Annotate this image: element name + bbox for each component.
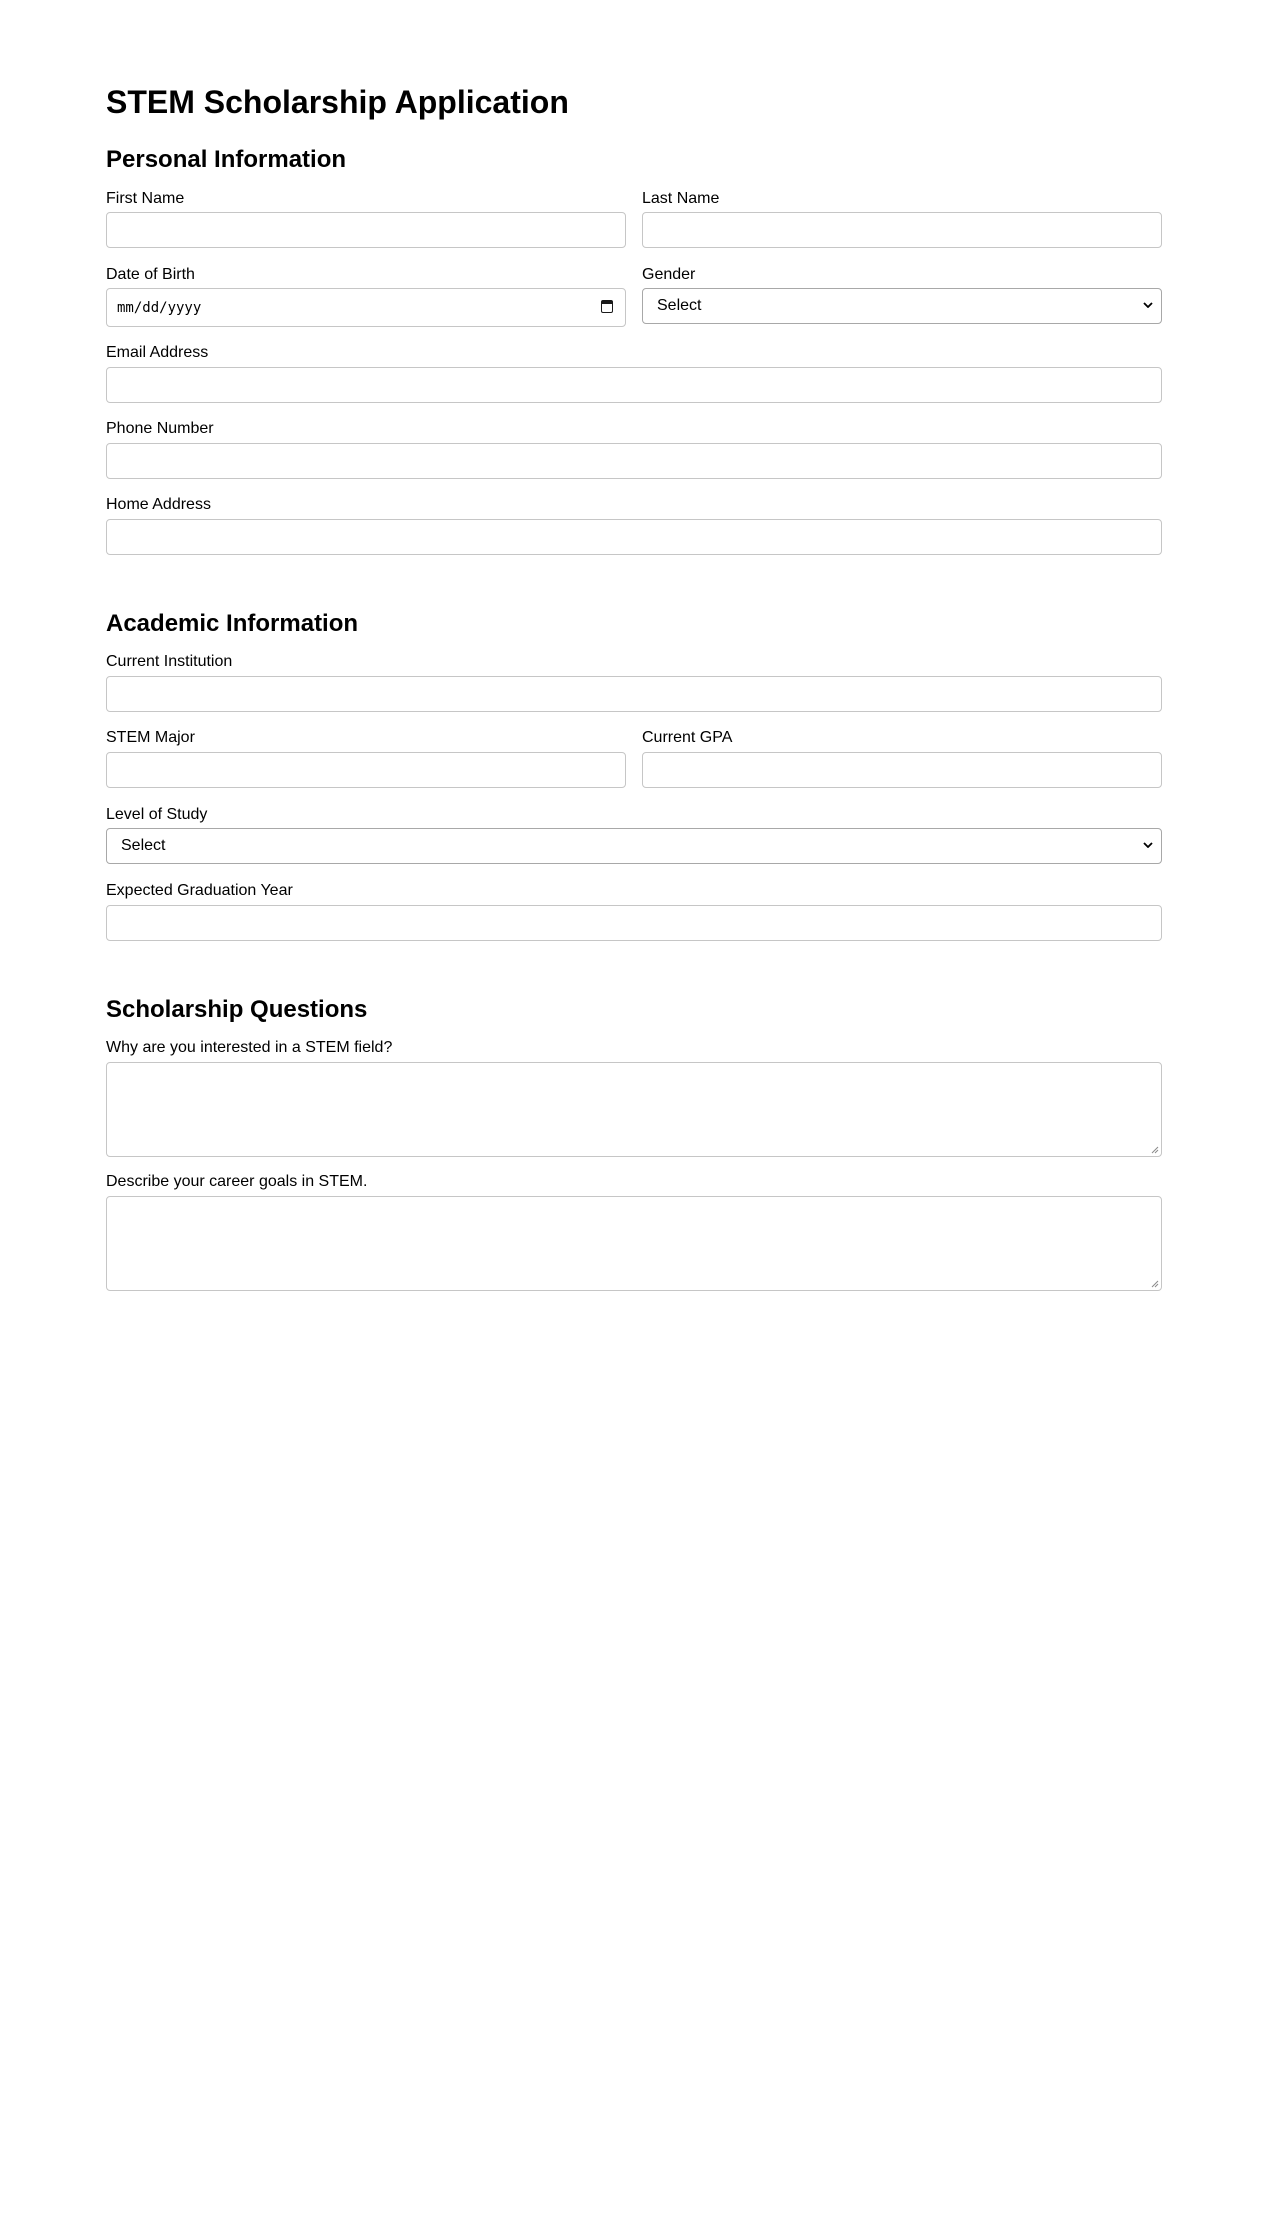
- gender-label: Gender: [642, 266, 696, 283]
- section-heading-academic: Academic Information: [106, 610, 359, 637]
- section-heading-questions: Scholarship Questions: [106, 996, 368, 1023]
- date-placeholder: mm/dd/yyyy: [117, 299, 202, 316]
- chevron-down-icon: [1143, 842, 1153, 848]
- home-address-input[interactable]: [106, 519, 1162, 555]
- chevron-down-icon: [1143, 302, 1153, 308]
- date-of-birth-label: Date of Birth: [106, 266, 195, 283]
- last-name-input[interactable]: [642, 212, 1162, 248]
- stem-major-label: STEM Major: [106, 729, 195, 746]
- gender-selected-value: Select: [657, 297, 702, 314]
- first-name-label: First Name: [106, 190, 185, 207]
- graduation-year-input[interactable]: [106, 905, 1162, 941]
- level-selected-value: Select: [121, 837, 166, 854]
- phone-input[interactable]: [106, 443, 1162, 479]
- level-of-study-select[interactable]: [106, 828, 1162, 864]
- career-goals-label: Describe your career goals in STEM.: [106, 1173, 368, 1190]
- first-name-input[interactable]: [106, 212, 626, 248]
- last-name-label: Last Name: [642, 190, 720, 207]
- gpa-label: Current GPA: [642, 729, 733, 746]
- resize-handle-icon[interactable]: [1151, 1146, 1159, 1154]
- gender-select[interactable]: [642, 288, 1162, 324]
- graduation-year-label: Expected Graduation Year: [106, 882, 293, 899]
- level-of-study-label: Level of Study: [106, 806, 208, 823]
- phone-label: Phone Number: [106, 420, 214, 437]
- date-of-birth-input[interactable]: [106, 288, 626, 327]
- email-label: Email Address: [106, 344, 209, 361]
- home-address-label: Home Address: [106, 496, 211, 513]
- stem-interest-textarea[interactable]: [106, 1062, 1162, 1157]
- email-input[interactable]: [106, 367, 1162, 403]
- stem-interest-label: Why are you interested in a STEM field?: [106, 1039, 393, 1056]
- page-title: STEM Scholarship Application: [106, 84, 569, 120]
- gpa-input[interactable]: [642, 752, 1162, 788]
- institution-label: Current Institution: [106, 653, 233, 670]
- institution-input[interactable]: [106, 676, 1162, 712]
- calendar-icon[interactable]: [601, 300, 613, 313]
- career-goals-textarea[interactable]: [106, 1196, 1162, 1291]
- stem-major-input[interactable]: [106, 752, 626, 788]
- section-heading-personal: Personal Information: [106, 146, 347, 173]
- resize-handle-icon[interactable]: [1151, 1280, 1159, 1288]
